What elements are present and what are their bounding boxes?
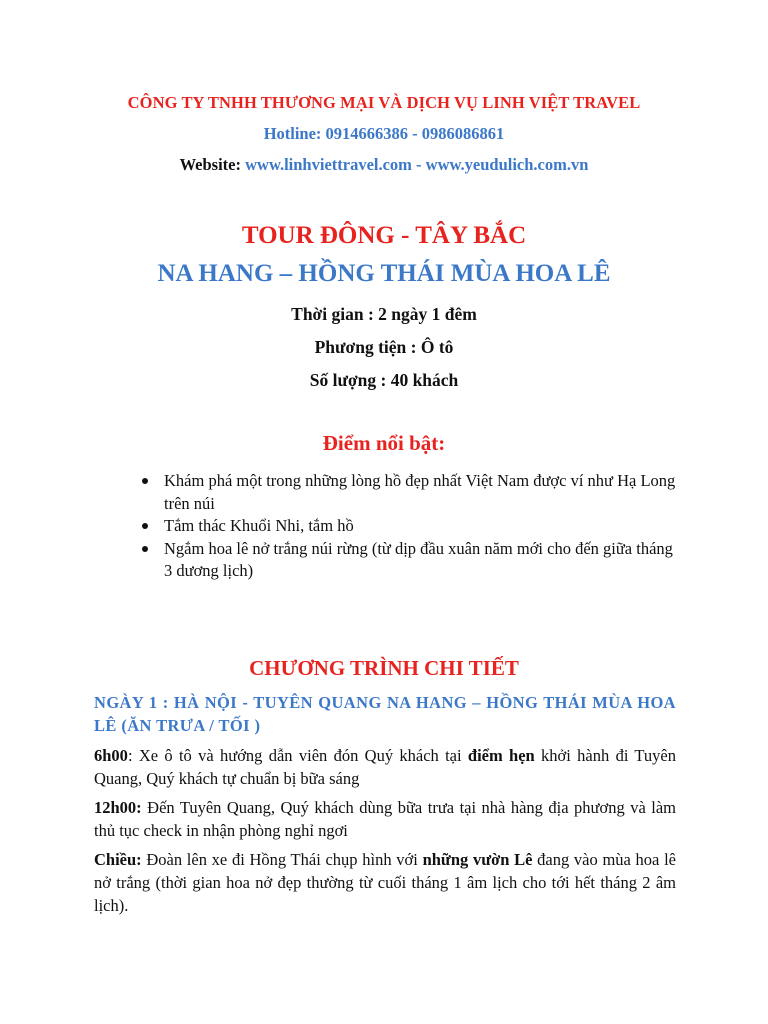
bullet-icon — [142, 523, 148, 529]
list-item — [140, 515, 680, 538]
highlights-list — [140, 470, 680, 583]
entry-text: Đến Tuyên Quang, Quý khách dùng bữa trưa tại nhà hàng địa phương và làm thủ tục check in nhận phòng nghỉ ngơi — [94, 798, 676, 840]
list-item — [140, 470, 680, 515]
tour-subtitle: NA HANG – HỒNG THÁI MÙA HOA LÊ — [157, 260, 611, 287]
highlight-text: Khám phá một trong những lòng hồ đẹp nhất Việt Nam được ví như Hạ Long trên núi — [164, 471, 676, 513]
website-line — [0, 155, 768, 175]
entry-bold-text: những vườn Lê — [422, 850, 533, 869]
entry-text-after: khởi hành đi Tuyên Quang, Quý khách tự chuẩn bị bữa sáng — [94, 746, 676, 788]
schedule-entry-1200 — [94, 796, 676, 842]
entry-text-after: đang vào mùa hoa lê nở trắng (thời gian hoa nở đẹp thường từ cuối tháng 1 âm lịch cho tới hết tháng 2 âm lịch). — [94, 850, 676, 915]
tour-title: TOUR ĐÔNG - TÂY BẮC — [241, 222, 527, 249]
tour-capacity: Số lượng : 40 khách — [309, 370, 459, 390]
hotline: Hotline: 0914666386 - 0986086861 — [263, 124, 505, 143]
entry-time: Chiều: — [94, 850, 142, 869]
entry-text: Đoàn lên xe đi Hồng Thái chụp hình với — [141, 850, 423, 869]
website-label: Website: — [179, 155, 241, 174]
tour-transport: Phương tiện : Ô tô — [314, 337, 454, 357]
day1-title: NGÀY 1 : HÀ NỘI - TUYÊN QUANG NA HANG – HỒNG THÁI MÙA HOA LÊ (ĂN TRƯA / TỐI ) — [94, 693, 676, 735]
schedule-entry-afternoon — [94, 848, 676, 917]
entry-bold-text: điểm hẹn — [467, 746, 535, 765]
tour-duration: Thời gian : 2 ngày 1 đêm — [291, 304, 477, 324]
program-title: CHƯƠNG TRÌNH CHI TIẾT — [249, 656, 519, 680]
schedule-entry-0600 — [94, 744, 676, 790]
highlights-title: Điểm nổi bật: — [322, 431, 446, 455]
entry-time: 6h00 — [94, 746, 128, 765]
bullet-icon — [142, 546, 148, 552]
entry-text: : Xe ô tô và hướng dẫn viên đón Quý khách tại — [127, 746, 468, 765]
list-item — [140, 538, 680, 583]
website-links[interactable]: www.linhviettravel.com - www.yeudulich.com.vn — [245, 155, 589, 174]
bullet-icon — [142, 478, 148, 484]
highlight-text: Ngắm hoa lê nở trắng núi rừng (từ dịp đầu xuân năm mới cho đến giữa tháng 3 dương lịch) — [164, 538, 673, 580]
entry-time: 12h00: — [94, 798, 142, 817]
highlight-text: Tắm thác Khuổi Nhi, tắm hồ — [164, 516, 354, 535]
company-name: CÔNG TY TNHH THƯƠNG MẠI VÀ DỊCH VỤ LINH VIỆT TRAVEL — [127, 93, 641, 112]
